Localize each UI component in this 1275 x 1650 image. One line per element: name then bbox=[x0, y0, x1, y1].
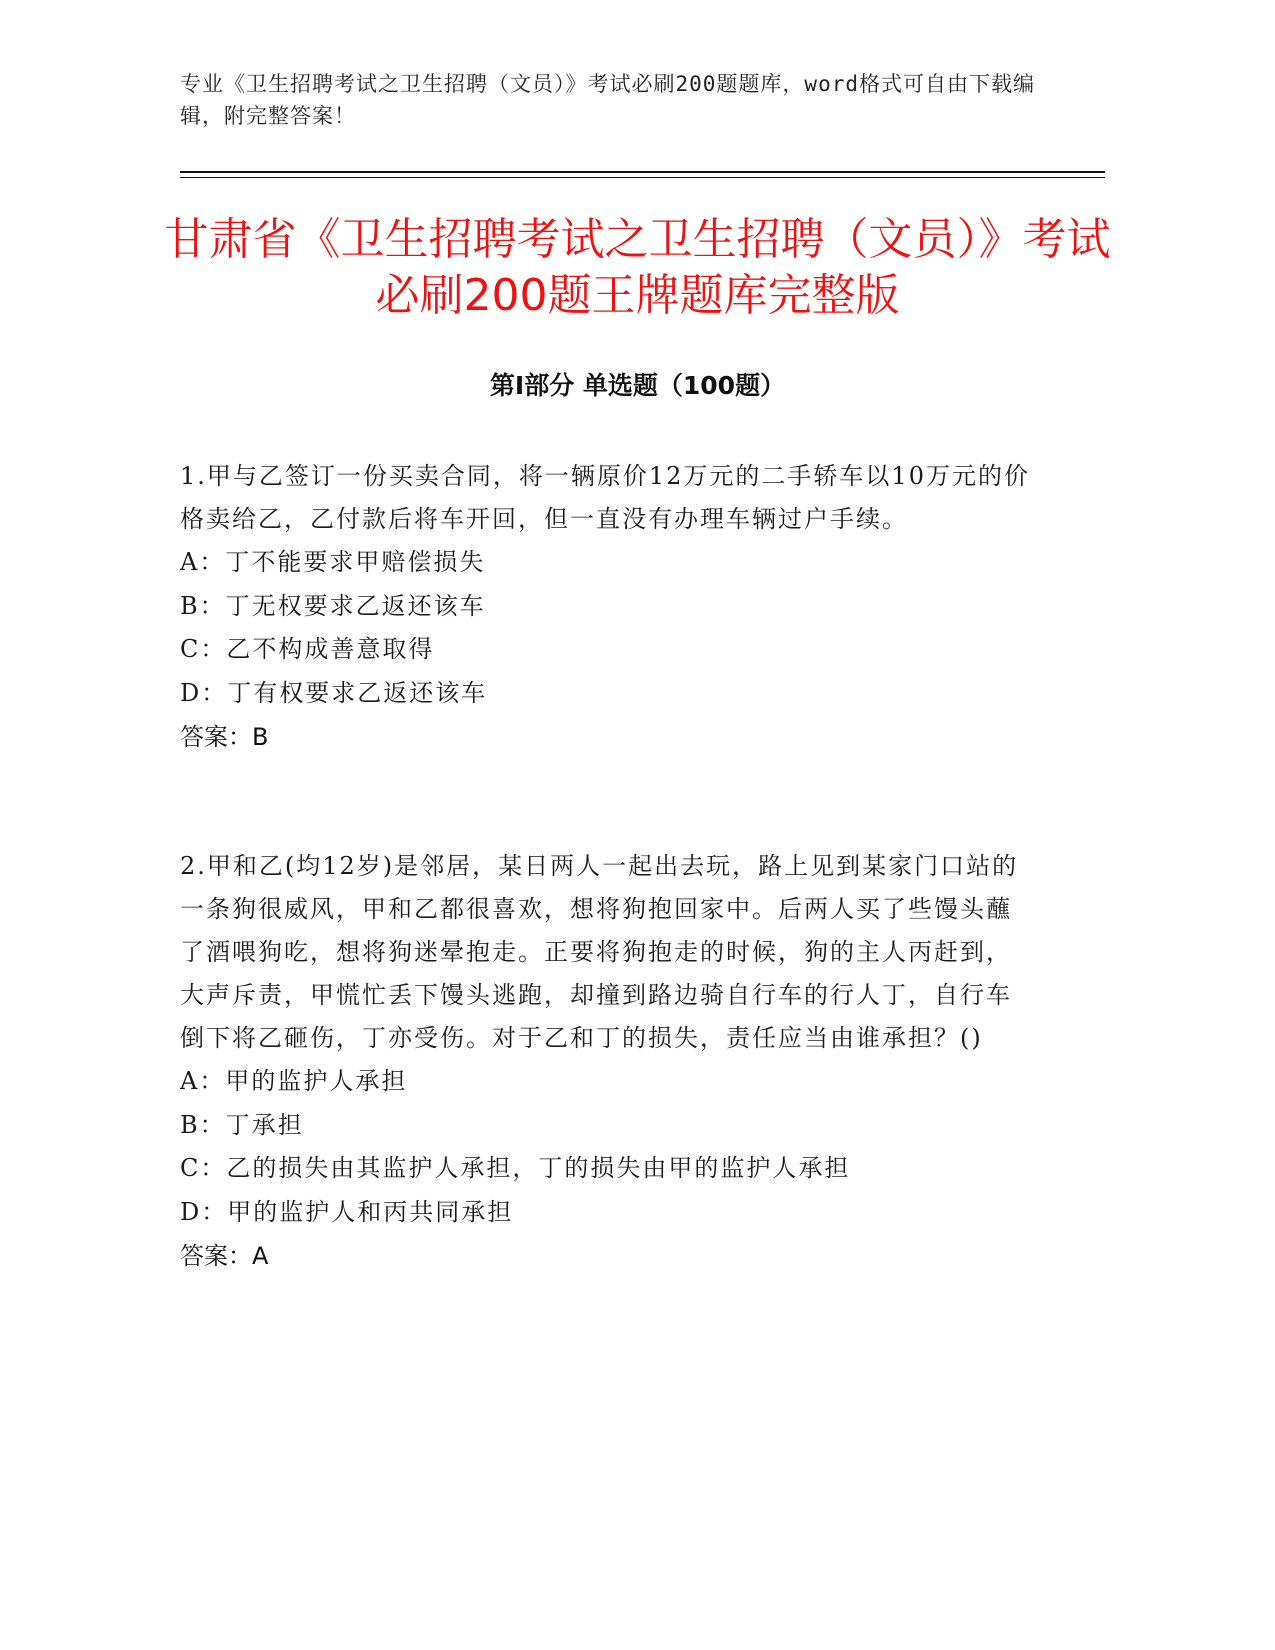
option-a: A：甲的监护人承担 bbox=[180, 1067, 408, 1095]
question-stem: 1.甲与乙签订一份买卖合同，将一辆原价12万元的二手轿车以10万元的价格卖给乙，乙付款后将车开回，但一直没有办理车辆过户手续。 bbox=[180, 462, 1030, 533]
question-1 bbox=[180, 455, 1030, 759]
option-d: D：甲的监护人和丙共同承担 bbox=[180, 1197, 514, 1226]
option-b: B：丁无权要求乙返还该车 bbox=[180, 591, 486, 620]
answer-line: 答案：A bbox=[180, 1242, 269, 1270]
question-2 bbox=[180, 845, 1030, 1278]
answer-line: 答案：B bbox=[180, 723, 269, 751]
question-stem: 2.甲和乙(均12岁)是邻居，某日两人一起出去玩，路上见到某家门口站的一条狗很威风，甲和乙都很喜欢，想将狗抱回家中。后两人买了些馒头蘸了酒喂狗吃，想将狗迷晕抱走。正要将狗抱走的时候，狗的主人丙赶到，大声斥责，甲慌忙丢下馒头逃跑，却撞到路边骑自行车的行人丁，自行车倒下将乙砸伤，丁亦受伤。对于乙和丁的损失，责任应当由谁承担？() bbox=[180, 852, 1019, 1052]
header-divider-thick bbox=[180, 171, 1105, 173]
option-d: D：丁有权要求乙返还该车 bbox=[180, 678, 488, 707]
section-heading: 第I部分 单选题（100题） bbox=[489, 371, 786, 400]
option-c: C：乙不构成善意取得 bbox=[180, 635, 435, 663]
header-note: 专业《卫生招聘考试之卫生招聘（文员）》考试必刷200题题库，word格式可自由下载编辑，附完整答案！ bbox=[180, 72, 1035, 128]
option-a: A：丁不能要求甲赔偿损失 bbox=[180, 548, 486, 576]
option-c: C：乙的损失由其监护人承担，丁的损失由甲的监护人承担 bbox=[180, 1154, 851, 1182]
document-title: 甘肃省《卫生招聘考试之卫生招聘（文员）》考试必刷200题王牌题库完整版 bbox=[164, 214, 1111, 321]
header-divider-thin bbox=[180, 177, 1105, 178]
option-b: B：丁承担 bbox=[180, 1110, 304, 1139]
